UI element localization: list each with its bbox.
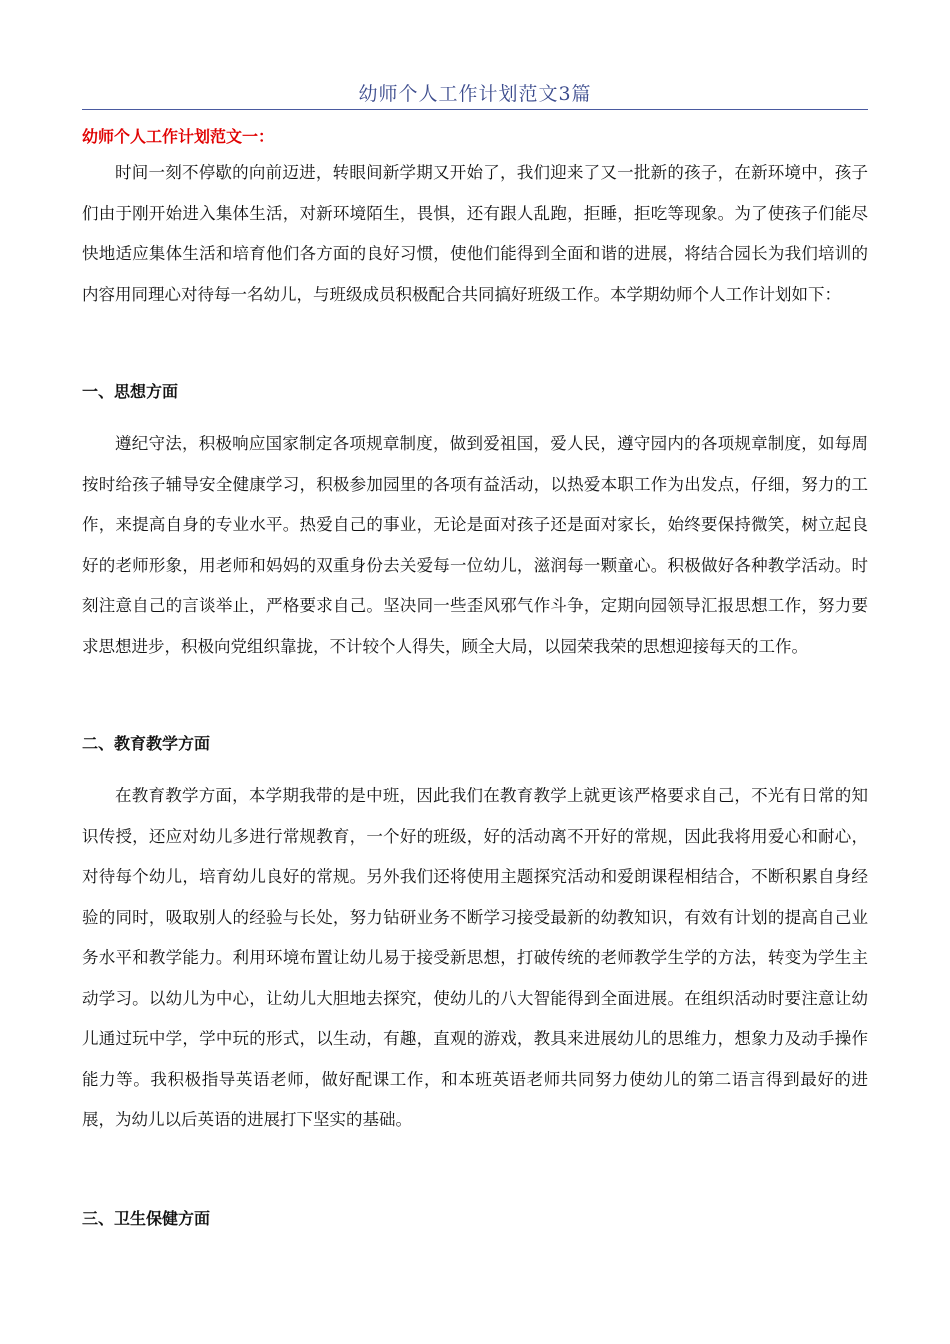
section-body-teaching: 在教育教学方面，本学期我带的是中班，因此我们在教育教学上就更该严格要求自己，不光有日常的知识传授，还应对幼儿多进行常规教育，一个好的班级，好的活动离不开好的常规，因此我将用爱心和耐心，对待每个幼儿，培育幼儿良好的常规。另外我们还将使用主题探究活动和爱朗课程相结合，不断积累自身经验的同时，吸取别人的经验与长处，努力钻研业务不断学习接受最新的幼教知识，有效有计划的提高自己业务水平和教学能力。利用环境布置让幼儿易于接受新思想，打破传统的老师教学生学的方法，转变为学生主动学习。以幼儿为中心，让幼儿大胆地去探究，使幼儿的八大智能得到全面进展。在组织活动时要注意让幼儿通过玩中学，学中玩的形式，以生动，有趣，直观的游戏，教具来进展幼儿的思维力，想象力及动手操作能力等。我积极指导英语老师，做好配课工作，和本班英语老师共同努力使幼儿的第二语言得到最好的进展，为幼儿以后英语的进展打下坚实的基础。 <box>82 786 868 1129</box>
intro-paragraph: 时间一刻不停歇的向前迈进，转眼间新学期又开始了，我们迎来了又一批新的孩子，在新环境中，孩子们由于刚开始进入集体生活，对新环境陌生，畏惧，还有跟人乱跑，拒睡，拒吃等现象。为了使孩子们能尽快地适应集体生活和培育他们各方面的良好习惯，使他们能得到全面和谐的进展，将结合园长为我们培训的内容用同理心对待每一名幼儿，与班级成员积极配合共同搞好班级工作。本学期幼师个人工作计划如下： <box>82 163 868 304</box>
page-header-title: 幼师个人工作计划范文3篇 <box>358 83 592 105</box>
section-heading-teaching: 二、教育教学方面 <box>82 734 211 753</box>
document-subtitle: 幼师个人工作计划范文一： <box>82 127 275 146</box>
header-divider <box>82 109 868 110</box>
section-body-thought: 遵纪守法，积极响应国家制定各项规章制度，做到爱祖国，爱人民，遵守园内的各项规章制度，如每周按时给孩子辅导安全健康学习，积极参加园里的各项有益活动，以热爱本职工作为出发点，仔细，努力的工作，来提高自身的专业水平。热爱自己的事业，无论是面对孩子还是面对家长，始终要保持微笑，树立起良好的老师形象，用老师和妈妈的双重身份去关爱每一位幼儿，滋润每一颗童心。积极做好各种教学活动。时刻注意自己的言谈举止，严格要求自己。坚决同一些歪风邪气作斗争，定期向园领导汇报思想工作，努力要求思想进步，积极向党组织靠拢，不计较个人得失，顾全大局，以园荣我荣的思想迎接每天的工作。 <box>82 434 868 656</box>
section-heading-health: 三、卫生保健方面 <box>82 1209 211 1228</box>
section-heading-thought: 一、思想方面 <box>82 382 179 401</box>
